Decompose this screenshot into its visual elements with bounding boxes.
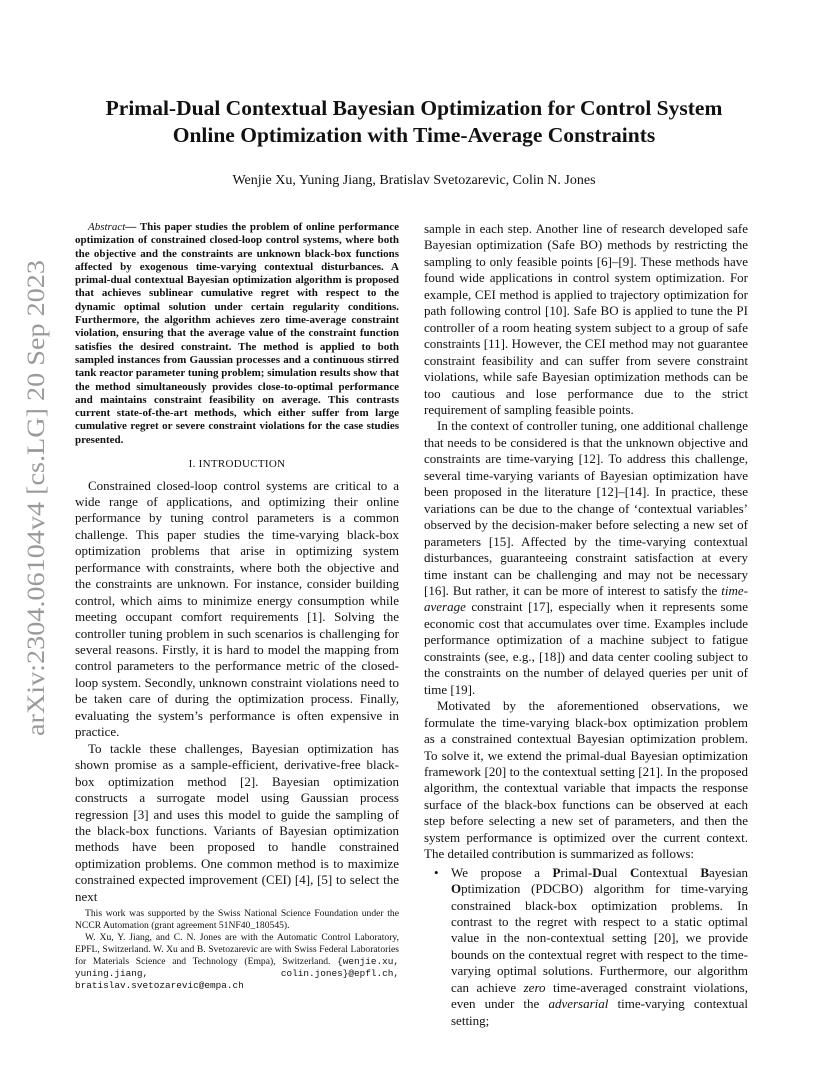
bullet-marker: • — [434, 864, 439, 880]
acronym-rest: ayesian — [709, 864, 748, 880]
abstract-label: Abstract — [88, 221, 126, 233]
acronym-letter: C — [630, 864, 640, 880]
contribution-list — [424, 865, 748, 1030]
contribution-text-intro: We propose a — [451, 864, 553, 880]
section-heading-introduction: I. INTRODUCTION — [188, 458, 286, 471]
author-emails: {wenjie.xu, yuning.jiang, colin.jones}@epfl.ch, bratislav.svetozarevic@empa.ch — [75, 956, 399, 991]
paper-title-line-1: Primal-Dual Contextual Bayesian Optimization for Control System — [105, 96, 723, 120]
acronym-rest: ontextual — [639, 864, 701, 880]
acronym-letter: B — [700, 864, 710, 880]
right-paragraph-2 — [424, 418, 748, 698]
acronym-letter: D — [592, 864, 602, 880]
acronym-rest: ptimization — [461, 881, 521, 897]
footnote-affiliations — [75, 932, 399, 992]
right-column — [424, 221, 748, 1029]
footnote-affiliations-text: W. Xu, Y. Jiang, and C. N. Jones are with the Automatic Control Laboratory, EPFL, Switzerland. W. Xu and B. Svetozarevic are with Swiss Federal Laboratories for Materials Science and Technology (Empa), Switzerland. — [75, 932, 399, 967]
acronym-rest: ual — [601, 864, 631, 880]
intro-paragraph-2: To tackle these challenges, Bayesian optimization has shown promise as a sample-efficient, derivative-free black-box optimization method [2]. Bayesian optimization constructs a surrogate model using Gaussian process regression [3] and uses this model to guide the sampling of the black-box functions. Variants of Bayesian optimization methods have been proposed to handle constrained optimization problems. One common method is to maximize constrained expected improvement (CEI) [4], [5] to select the next — [75, 740, 399, 904]
acronym-rest: rimal- — [560, 864, 593, 880]
abstract-text: — This paper studies the problem of online performance optimization of constrained closed-loop control systems, where both the objective and the constraints are unknown black-box functions affected by exogenous time-varying contextual disturbances. A primal-dual contextual Bayesian optimization algorithm is proposed that achieves sublinear cumulative regret with respect to the dynamic optimal solution under certain regularity conditions. Furthermore, the algorithm achieves zero time-average constraint violation, ensuring that the average value of the constraint function satisfies the desired constraint. The method is applied to both sampled instances from Gaussian processes and a continuous stirred tank reactor parameter tuning problem; simulation results show that the method simultaneously provides close-to-optimal performance and maintains constraint feasibility on average. This contrasts current state-of-the-art methods, which either suffer from large cumulative regret or severe constraint violations for the case studies presented. — [75, 221, 399, 446]
contribution-text-c: time-varying contextual setting; — [451, 996, 748, 1028]
contribution-item — [434, 864, 748, 1030]
acronym-letter: P — [552, 864, 561, 880]
arxiv-identifier-text: arXiv:2304.06104v4 [cs.LG] 20 Sep 2023 — [23, 313, 50, 736]
footnotes — [75, 908, 399, 992]
right-paragraph-1: sample in each step. Another line of research developed safe Bayesian optimization (Safe BO) methods by restricting the sampling to only feasible points [6]–[9]. These methods have found wide applications in control system optimization. For example, CEI method is applied to trajectory optimization for path following control [10]. Safe BO is applied to tune the PI controller of a room heating system subject to a group of safe constraints [11]. However, the CEI method may not guarantee constraint feasibility and can suffer from severe constraint violations, while safe Bayesian optimization methods can be too cautious and lose performance due to the strict requirement of sampling feasible points. — [424, 221, 748, 417]
acronym-letter: O — [451, 881, 462, 897]
right-paragraph-2-text-a: In the context of controller tuning, one additional challenge that needs to be considered is that the unknown objective and constraints are time-varying [12]. To address this challenge, several time-varying variants of Bayesian optimization have been proposed in the literature [12]–[14]. In practice, these variations can be due to the change of ‘contextual variables’ observed by the decision-maker before selecting a new set of parameters [15]. Affected by the time-varying contextual disturbances, guaranteeing constraint satisfaction at every time instant can be challenging and may not be necessary [16]. But rather, it can be more of interest to satisfy the — [424, 418, 748, 598]
adversarial-emphasis: adversarial — [548, 996, 609, 1012]
zero-emphasis: zero — [523, 979, 546, 995]
paper-title-line-2: Online Optimization with Time-Average Constraints — [172, 123, 656, 147]
contribution-text-b: time-averaged constraint violations, even under the — [451, 979, 748, 1012]
right-paragraph-2-text-b: constraint [17], especially when it represents some economic cost that accumulates over time. Examples include performance optimization of a machine subject to fatigue constraints (see, e.g., [18]) and data center cooling subject to the constraints on the number of delayed queries per unit of time [19]. — [424, 599, 748, 697]
intro-paragraph-1: Constrained closed-loop control systems are critical to a wide range of applications, and optimizing their online performance by tuning control parameters is a common challenge. This paper studies the time-varying black-box optimization problems that arise in optimizing system performance with constraints, where both the objective and the constraints are unknown. For instance, consider building control, which aims to minimize energy consumption while meeting occupant comfort requirements [1]. Solving the controller tuning problem in such scenarios is challenging for several reasons. Firstly, it is hard to model the mapping from control parameters to the performance metric of the closed-loop system. Secondly, unknown constraint violations need to be taken care of during the optimization process. Finally, evaluating the system’s performance is often expensive in practice. — [75, 477, 399, 740]
left-column — [75, 221, 399, 905]
abstract — [75, 221, 399, 447]
contribution-text-a: (PDCBO) algorithm for time-varying constrained black-box optimization problems. In contrast to the regret with respect to a static optimal value in the non-contextual setting [20], we provide bounds on the contextual regret with respect to the time-varying optimal solutions. Furthermore, our algorithm can achieve — [451, 881, 748, 995]
time-average-emphasis: time-average — [424, 582, 748, 615]
author-list: Wenjie Xu, Yuning Jiang, Bratislav Svetozarevic, Colin N. Jones — [232, 173, 596, 188]
arxiv-identifier-stamp — [12, 258, 56, 738]
footnote-funding: This work was supported by the Swiss National Science Foundation under the NCCR Automation (grant agreement 51NF40_180545). — [75, 908, 399, 931]
paper-title — [60, 95, 768, 149]
right-paragraph-3: Motivated by the aforementioned observations, we formulate the time-varying black-box optimization problem as a constrained contextual Bayesian optimization problem. To solve it, we extend the primal-dual Bayesian optimization framework [20] to the contextual setting [21]. In the proposed algorithm, the contextual variable that impacts the response surface of the black-box functions can be observed at each step before selecting a new set of parameters, and then the system performance is optimized over the current context. The detailed contribution is summarized as follows: — [424, 698, 748, 862]
